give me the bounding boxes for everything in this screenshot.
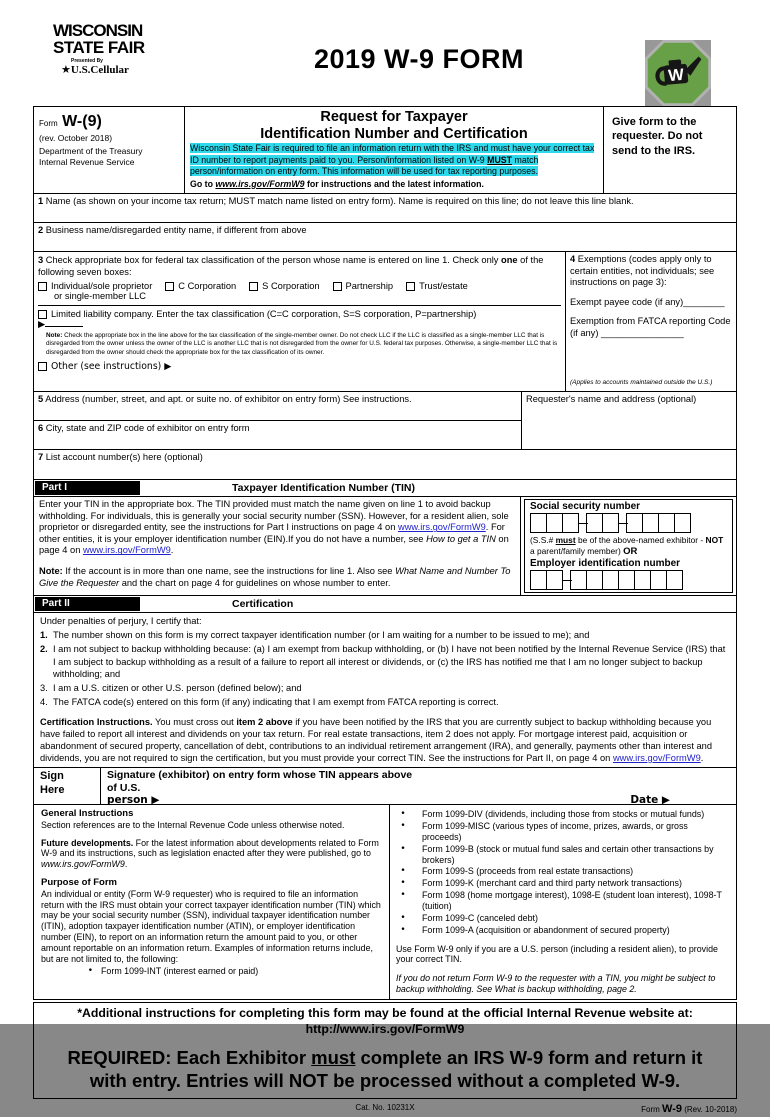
general-instructions-section <box>34 804 736 999</box>
line3-label <box>38 254 561 278</box>
line4-number: 4 <box>570 254 576 264</box>
additional-line1: *Additional instructions for completing this form may be found at the official Internal Revenue website at: <box>77 1006 693 1021</box>
bullet-1099-int <box>41 966 381 977</box>
badge-letter: W <box>667 65 685 86</box>
page-footer <box>33 1103 737 1117</box>
line4-text: Exemptions (codes apply only to certain entities, not individuals; see instructions on page 3): <box>570 254 715 288</box>
wisconsin-state-fair-logo <box>33 22 193 106</box>
item2-text: I am not subject to backup withholding because: (a) I am exempt from backup withholding, or (b) I have not been notified by the Internal Revenue Service (IRS) that I am subject to backup withholding as a result of a failure to report all interest or dividends, or (c) the IRS has notified me that I am no longer subject to backup withholding; and <box>53 644 726 679</box>
page-header <box>33 0 737 106</box>
business-name-field-row[interactable] <box>34 222 736 251</box>
form-id-line <box>39 113 180 131</box>
required-notice <box>40 1046 730 1092</box>
ssn-digit-7[interactable] <box>642 513 659 533</box>
bullet-row <box>396 890 728 912</box>
ein-digit-2[interactable] <box>546 570 563 590</box>
bullet-row <box>396 844 728 866</box>
bullet-text: Form 1099-S (proceeds from real estate transactions) <box>422 866 634 877</box>
exempt-payee-field[interactable]: Exempt payee code (if any)________ <box>570 296 725 307</box>
irs-form-link[interactable]: www.irs.gov/FormW9 <box>215 178 305 189</box>
part1-note <box>39 566 515 589</box>
bullet-text: Form 1099-K (merchant card and third party network transactions) <box>422 878 682 889</box>
fatca-code-field[interactable]: Exemption from FATCA reporting Code (if any) ________________ <box>570 316 731 339</box>
checkbox-partnership-box[interactable] <box>333 282 342 291</box>
p1-note-bold: Note: <box>39 566 63 577</box>
bullet-1099-int-text: Form 1099-INT (interest earned or paid) <box>101 965 259 976</box>
ssn-digit-9[interactable] <box>674 513 691 533</box>
checkbox-llc-label: Limited liability company. Enter the tax classification (C=C corporation, S=S corporation, P=partnership) <box>51 309 477 320</box>
form-title-cell <box>184 107 604 193</box>
item1-text: The number shown on this form is my correct taxpayer identification number (or I am waiting for a number to be issued to me); and <box>53 630 590 641</box>
required-text-a: REQUIRED: Each Exhibitor <box>67 1046 312 1068</box>
ssn-caption <box>530 535 727 558</box>
ssn-cap-or: OR <box>623 545 638 557</box>
purpose-block <box>41 877 381 965</box>
checkbox-c-corp-label: C Corporation <box>178 281 237 292</box>
line2-number: 2 <box>38 225 44 235</box>
address-requester-row <box>34 391 736 449</box>
p1-note-a: If the account is in more than one name, see the instructions for line 1. Also see <box>62 566 396 577</box>
form-title <box>190 109 598 142</box>
bullet-text: Form 1099-DIV (dividends, including those from stocks or mutual funds) <box>422 809 705 820</box>
form-title-line1: Request for Taxpayer <box>320 109 468 125</box>
goto-suffix: for instructions and the latest information. <box>304 178 484 189</box>
checkbox-other-box[interactable] <box>38 362 47 371</box>
ssn-cells <box>530 513 727 533</box>
checkbox-trust-box[interactable] <box>406 282 415 291</box>
ein-digit-7[interactable] <box>634 570 651 590</box>
tin-boxes-column <box>521 497 736 595</box>
w9-form-table <box>33 106 737 1000</box>
part1-title: Taxpayer Identification Number (TIN) <box>232 482 415 494</box>
badge-wrap <box>645 22 737 106</box>
logo-presented-by: Presented By <box>71 58 103 64</box>
ein-digit-5[interactable] <box>602 570 619 590</box>
exemptions-section <box>566 252 736 391</box>
purpose-heading: Purpose of Form <box>41 877 118 889</box>
form-revision: (rev. October 2018) <box>39 133 113 143</box>
item3-number: 3. <box>40 682 48 693</box>
signature-cell <box>101 768 736 807</box>
dept-line: Department of the Treasury <box>39 146 143 157</box>
line1-number: 1 <box>38 196 44 206</box>
cert-instr-bold: Certification Instructions. <box>40 716 153 727</box>
line3-number: 3 <box>38 255 44 265</box>
signature-field[interactable]: person ▶ <box>107 794 160 807</box>
item3-text: I am a U.S. citizen or other U.S. person (defined below); and <box>53 682 302 693</box>
bullet-row <box>396 821 728 843</box>
logo-line2: STATE FAIR <box>53 38 145 57</box>
city-state-zip-field-row[interactable] <box>34 421 521 450</box>
checkbox-individual[interactable] <box>38 281 152 291</box>
required-must: must <box>311 1046 356 1068</box>
p1-text-a: Enter your TIN in the appropriate box. The TIN provided must match the name given on line 1 to avoid backup withholding. For individuals, this is generally your social security number (SSN). However, for a resident alien, sole proprietor or disregarded entity, see the instructions for Part I instructions on page 4 on <box>39 499 509 533</box>
cert-instr-b: if you have been notified by the IRS that you are currently subject to backup withholding because you have failed to report all interest and dividends on your tax return. For real estate transactions, item 2 does not apply. For mortgage interest paid, acquisition or abandonment of secured property, cancellation of debt, contributions to an individual retirement arrangement (IRA), and generally, payments other than interest and dividends, you are not required to sign the certification, but you must provide your correct TIN. See the instructions for Part II, on page 4 on <box>40 716 713 764</box>
p1-italic: How to get a TIN <box>426 533 496 544</box>
future-developments <box>41 838 381 871</box>
instructions-right-column <box>390 805 736 999</box>
part2-header <box>34 595 736 612</box>
ein-title: Employer identification number <box>530 558 681 570</box>
bullet-text: Form 1099-MISC (various types of income, prizes, awards, or gross proceeds) <box>422 820 688 842</box>
certification-item-3 <box>40 682 730 694</box>
requester-name-address-field[interactable]: Requester's name and address (optional) <box>521 392 736 449</box>
ssn-cap-must: must <box>555 535 576 545</box>
ssn-digit-3[interactable] <box>562 513 579 533</box>
checkbox-llc-box[interactable] <box>38 310 47 319</box>
account-numbers-field-row[interactable] <box>34 449 736 479</box>
line1-label: Name (as shown on your income tax return; MUST match name listed on entry form). Name is required on this line; do not leave this line blank. <box>43 196 634 206</box>
bullet-row <box>396 878 728 889</box>
cert-instr-bold2: item 2 above <box>236 716 293 727</box>
checkbox-partnership[interactable] <box>333 281 394 291</box>
additional-instructions <box>40 1006 730 1038</box>
checkbox-trust-label: Trust/estate <box>419 281 468 292</box>
ssn-digit-6[interactable] <box>626 513 643 533</box>
classification-checkbox-row <box>38 281 561 291</box>
checkbox-other[interactable] <box>38 361 561 372</box>
single-member-llc-label: or single-member LLC <box>54 291 146 302</box>
cert-instr-c: . <box>700 753 704 764</box>
ssn-cap-not: NOT <box>705 535 724 545</box>
bullet-row <box>396 913 728 924</box>
logo-sponsor-text: U.S.Cellular <box>70 64 129 76</box>
checkbox-partnership-label: Partnership <box>345 281 394 292</box>
ssn-digit-8[interactable] <box>658 513 675 533</box>
ssn-cap-c: a parent/family member) <box>530 545 624 556</box>
item4-number: 4. <box>40 696 48 707</box>
certification-instructions <box>40 716 730 764</box>
checkbox-s-corporation[interactable] <box>249 281 319 291</box>
irs-link-1[interactable]: www.irs.gov/FormW9 <box>397 522 486 533</box>
date-field[interactable]: Date ▶ <box>630 794 670 807</box>
form-number: W-(9) <box>62 113 102 130</box>
irs-link-2[interactable]: www.irs.gov/FormW9 <box>82 545 171 556</box>
certification-intro: Under penalties of perjury, I certify that: <box>40 616 202 627</box>
bullet-icon: • <box>87 965 93 976</box>
required-text-b: complete an IRS W-9 form and return it with entry. Entries will NOT be processed without a completed W-9. <box>89 1046 703 1092</box>
llc-arrow-icon: ▶ <box>38 319 46 331</box>
backup-withholding-text: If you do not return Form W-9 to the requester with a TIN, you might be subject to backup withholding. See What is backup withholding, page 2. <box>396 973 716 995</box>
highlight-text-a: Wisconsin State Fair is required to file an information return with the IRS and must have your correct tax ID number to report payments paid to you. Person/information listed on W-9 <box>190 143 595 165</box>
tin-boxes <box>524 499 733 593</box>
future-dev-bold: Future developments. <box>41 837 134 848</box>
highlight-text-b: match person/information on entry form. This information will be used for tax reporting purposes. <box>190 154 539 177</box>
line7-number: 7 <box>38 452 44 462</box>
line6-number: 6 <box>38 423 44 433</box>
ein-digit-6[interactable] <box>618 570 635 590</box>
checkbox-s-corp-label: S Corporation <box>262 281 320 292</box>
checkbox-other-label: Other (see instructions) ▶ <box>51 361 172 373</box>
ein-digit-8[interactable] <box>650 570 667 590</box>
use-form-w9-text: Use Form W-9 only if you are a U.S. person (including a resident alien), to provide your correct TIN. <box>396 943 718 965</box>
logo-line1: WISCONSIN <box>53 21 143 40</box>
checkbox-c-corp-box[interactable] <box>165 282 174 291</box>
page-content <box>33 0 737 1117</box>
llc-note-text: Check the appropriate box in the line above for the tax classification of the single-member owner. Do not check LLC if the LLC is classified as a single-member LLC that is disregarded from the owner unless the owner of the LLC is another LLC that is not disregarded from the owner for U.S. federal tax purposes. Otherwise, a single-member LLC that is disregarded from the owner should check the appropriate box for the tax classification of its owner. <box>46 332 558 356</box>
ssn-dash-2 <box>618 523 628 524</box>
checkbox-s-corp-box[interactable] <box>249 282 258 291</box>
part1-header <box>34 479 736 496</box>
part1-label: Part I <box>35 481 140 495</box>
bullet-row <box>396 866 728 877</box>
p1-note-italic: What Name and Number To Give the Requester <box>39 566 511 588</box>
form-title-line2: Identification Number and Certification <box>260 125 528 142</box>
watering-can-badge-icon <box>645 40 711 106</box>
line5-label: Address (number, street, and apt. or suite no. of exhibitor on entry form) See instructions. <box>43 394 412 404</box>
checkbox-trust-estate[interactable] <box>406 281 468 291</box>
signature-caption-line2: of U.S. <box>107 781 141 794</box>
instructions-left-column <box>34 805 390 999</box>
ssn-cap-a: (S.S.# <box>530 535 556 545</box>
llc-note <box>38 332 561 357</box>
line3-bold-one: one <box>501 255 518 265</box>
ein-dash <box>562 580 572 581</box>
p1-text-c: on page 4 on <box>39 533 509 556</box>
star-icon: ★ <box>61 63 71 76</box>
part2-label: Part II <box>35 597 140 611</box>
footer-revision: (Rev. 10-2018) <box>682 1105 737 1115</box>
signature-caption-line1: Signature (exhibitor) on entry form whose TIN appears above <box>107 769 413 782</box>
form-word: Form <box>39 119 58 128</box>
future-dev-link[interactable]: www.irs.gov/FormW9 <box>41 859 125 870</box>
bullet-text: Form 1099-A (acquisition or abandonment of secured property) <box>422 924 670 935</box>
ssn-digit-4[interactable] <box>586 513 603 533</box>
highlighted-notice <box>190 143 598 177</box>
classification-exemptions-row <box>34 251 736 391</box>
ein-digit-4[interactable] <box>586 570 603 590</box>
sign-here-label <box>34 768 101 804</box>
bullet-row <box>396 925 728 936</box>
line5-number: 5 <box>38 394 44 404</box>
footer-form-number: W-9 <box>662 1103 682 1116</box>
tax-classification-section <box>34 252 566 391</box>
general-instructions-heading: General Instructions <box>41 808 134 820</box>
form-department <box>39 146 180 168</box>
checkbox-c-corporation[interactable] <box>165 281 236 291</box>
ssn-digit-1[interactable] <box>530 513 547 533</box>
fatca-applies-note: (Applies to accounts maintained outside the U.S.) <box>570 378 713 386</box>
part2-title: Certification <box>232 598 294 611</box>
p1-note-b: and the chart on page 4 for guidelines on whose number to enter. <box>119 577 391 588</box>
ein-digit-3[interactable] <box>570 570 587 590</box>
address-field-row[interactable] <box>34 392 521 421</box>
footer-form-word: Form <box>641 1105 663 1115</box>
item4-text: The FATCA code(s) entered on this form (if any) indicating that I am exempt from FATCA reporting is correct. <box>53 696 499 707</box>
highlight-must: MUST <box>487 154 513 165</box>
checkbox-individual-label: Individual/sole proprietor <box>51 281 153 292</box>
certification-item-4 <box>40 696 730 708</box>
irs-link-3[interactable]: www.irs.gov/FormW9 <box>612 753 701 764</box>
part1-paragraph <box>39 499 515 557</box>
p1-text-b: . For other entities, it is your employer identification number (EIN).If you do not have a number, see <box>39 522 505 544</box>
future-dev-text: For the latest information about developments related to Form W-9 and its instructions, such as legislation enacted after they were published, go to <box>41 837 379 859</box>
irs-line: Internal Revenue Service <box>39 157 135 168</box>
llc-classification-input[interactable] <box>45 319 83 327</box>
sign-here-row <box>34 767 736 807</box>
ein-cells <box>530 570 727 590</box>
certification-item-1 <box>40 629 730 641</box>
name-field-row[interactable] <box>34 193 736 222</box>
section-references: Section references are to the Internal Revenue Code unless otherwise noted. <box>41 819 345 830</box>
llc-entry-line[interactable] <box>38 319 561 330</box>
bullet-icon: • <box>400 809 406 820</box>
cert-instr-a: You must cross out <box>152 716 237 727</box>
sign-word: Sign <box>40 770 64 783</box>
line6-label: City, state and ZIP code of exhibitor on entry form <box>43 423 250 433</box>
part1-body <box>34 496 736 595</box>
bullet-icon: • <box>400 866 406 877</box>
bullet-row <box>396 809 728 820</box>
item1-number: 1. <box>40 630 48 641</box>
bullet-icon: • <box>400 924 406 935</box>
bullet-icon: • <box>400 820 406 831</box>
page-title: 2019 W-9 FORM <box>313 44 524 74</box>
here-word: Here <box>40 783 65 796</box>
bullet-text: Form 1098 (home mortgage interest), 1098-E (student loan interest), 1098-T (tuition) <box>422 890 722 911</box>
part2-body <box>34 612 736 767</box>
checkbox-individual-box[interactable] <box>38 282 47 291</box>
part1-instructions <box>34 497 521 595</box>
form-header-row <box>34 107 736 193</box>
address-column <box>34 392 521 449</box>
ssn-digit-2[interactable] <box>546 513 563 533</box>
line3-text-a: Check appropriate box for federal tax classification of the person whose name is entered on line 1. Check only <box>43 255 502 265</box>
ssn-cap-b: be of the above-named exhibitor - <box>575 535 706 545</box>
bullet-icon: • <box>400 912 406 923</box>
line4-label <box>570 254 732 289</box>
form-id-cell <box>34 107 184 193</box>
bullet-icon: • <box>400 878 406 889</box>
give-form-cell: Give form to the requester. Do not send to the IRS. <box>612 116 703 157</box>
ssn-digit-5[interactable] <box>602 513 619 533</box>
goto-prefix: Go to <box>190 178 216 189</box>
ein-digit-1[interactable] <box>530 570 547 590</box>
line3-text-b: of the following seven boxes: <box>38 255 544 278</box>
llc-checkbox-block <box>38 305 561 330</box>
goto-line <box>190 179 598 189</box>
certification-item-2 <box>40 643 730 679</box>
catalog-number: Cat. No. 10231X <box>355 1103 415 1113</box>
line2-label: Business name/disregarded entity name, if different from above <box>43 225 307 235</box>
purpose-text: An individual or entity (Form W-9 requester) who is required to file an information return with the IRS must obtain your correct taxpayer identification number (TIN) which may be your social security number (SSN), individual taxpayer identification number (ITIN), adoption taxpayer identification number (ATIN), or employer identification number (EIN), to report on an information return the amount paid to you, or other amount reportable on an information return. Examples of information returns include, but are not limited to, the following: <box>41 888 381 964</box>
llc-note-bold: Note: <box>46 332 63 340</box>
ssn-title: Social security number <box>530 501 641 512</box>
ein-digit-9[interactable] <box>666 570 683 590</box>
bullet-icon: • <box>400 843 406 854</box>
line7-label: List account number(s) here (optional) <box>43 452 203 462</box>
logo-sponsor <box>61 64 193 76</box>
bullet-text: Form 1099-B (stock or mutual fund sales and certain other transactions by brokers) <box>422 843 714 865</box>
bullet-text: Form 1099-C (canceled debt) <box>422 912 538 923</box>
future-dev-end: . <box>124 859 128 870</box>
ssn-dash-1 <box>578 523 588 524</box>
additional-irs-url[interactable]: http://www.irs.gov/FormW9 <box>305 1022 465 1036</box>
item2-number: 2. <box>40 644 48 655</box>
bottom-notice-box <box>33 1002 737 1099</box>
bullet-icon: • <box>400 890 406 901</box>
p1-text-d: . <box>170 545 174 556</box>
checkbox-llc[interactable] <box>38 309 561 319</box>
